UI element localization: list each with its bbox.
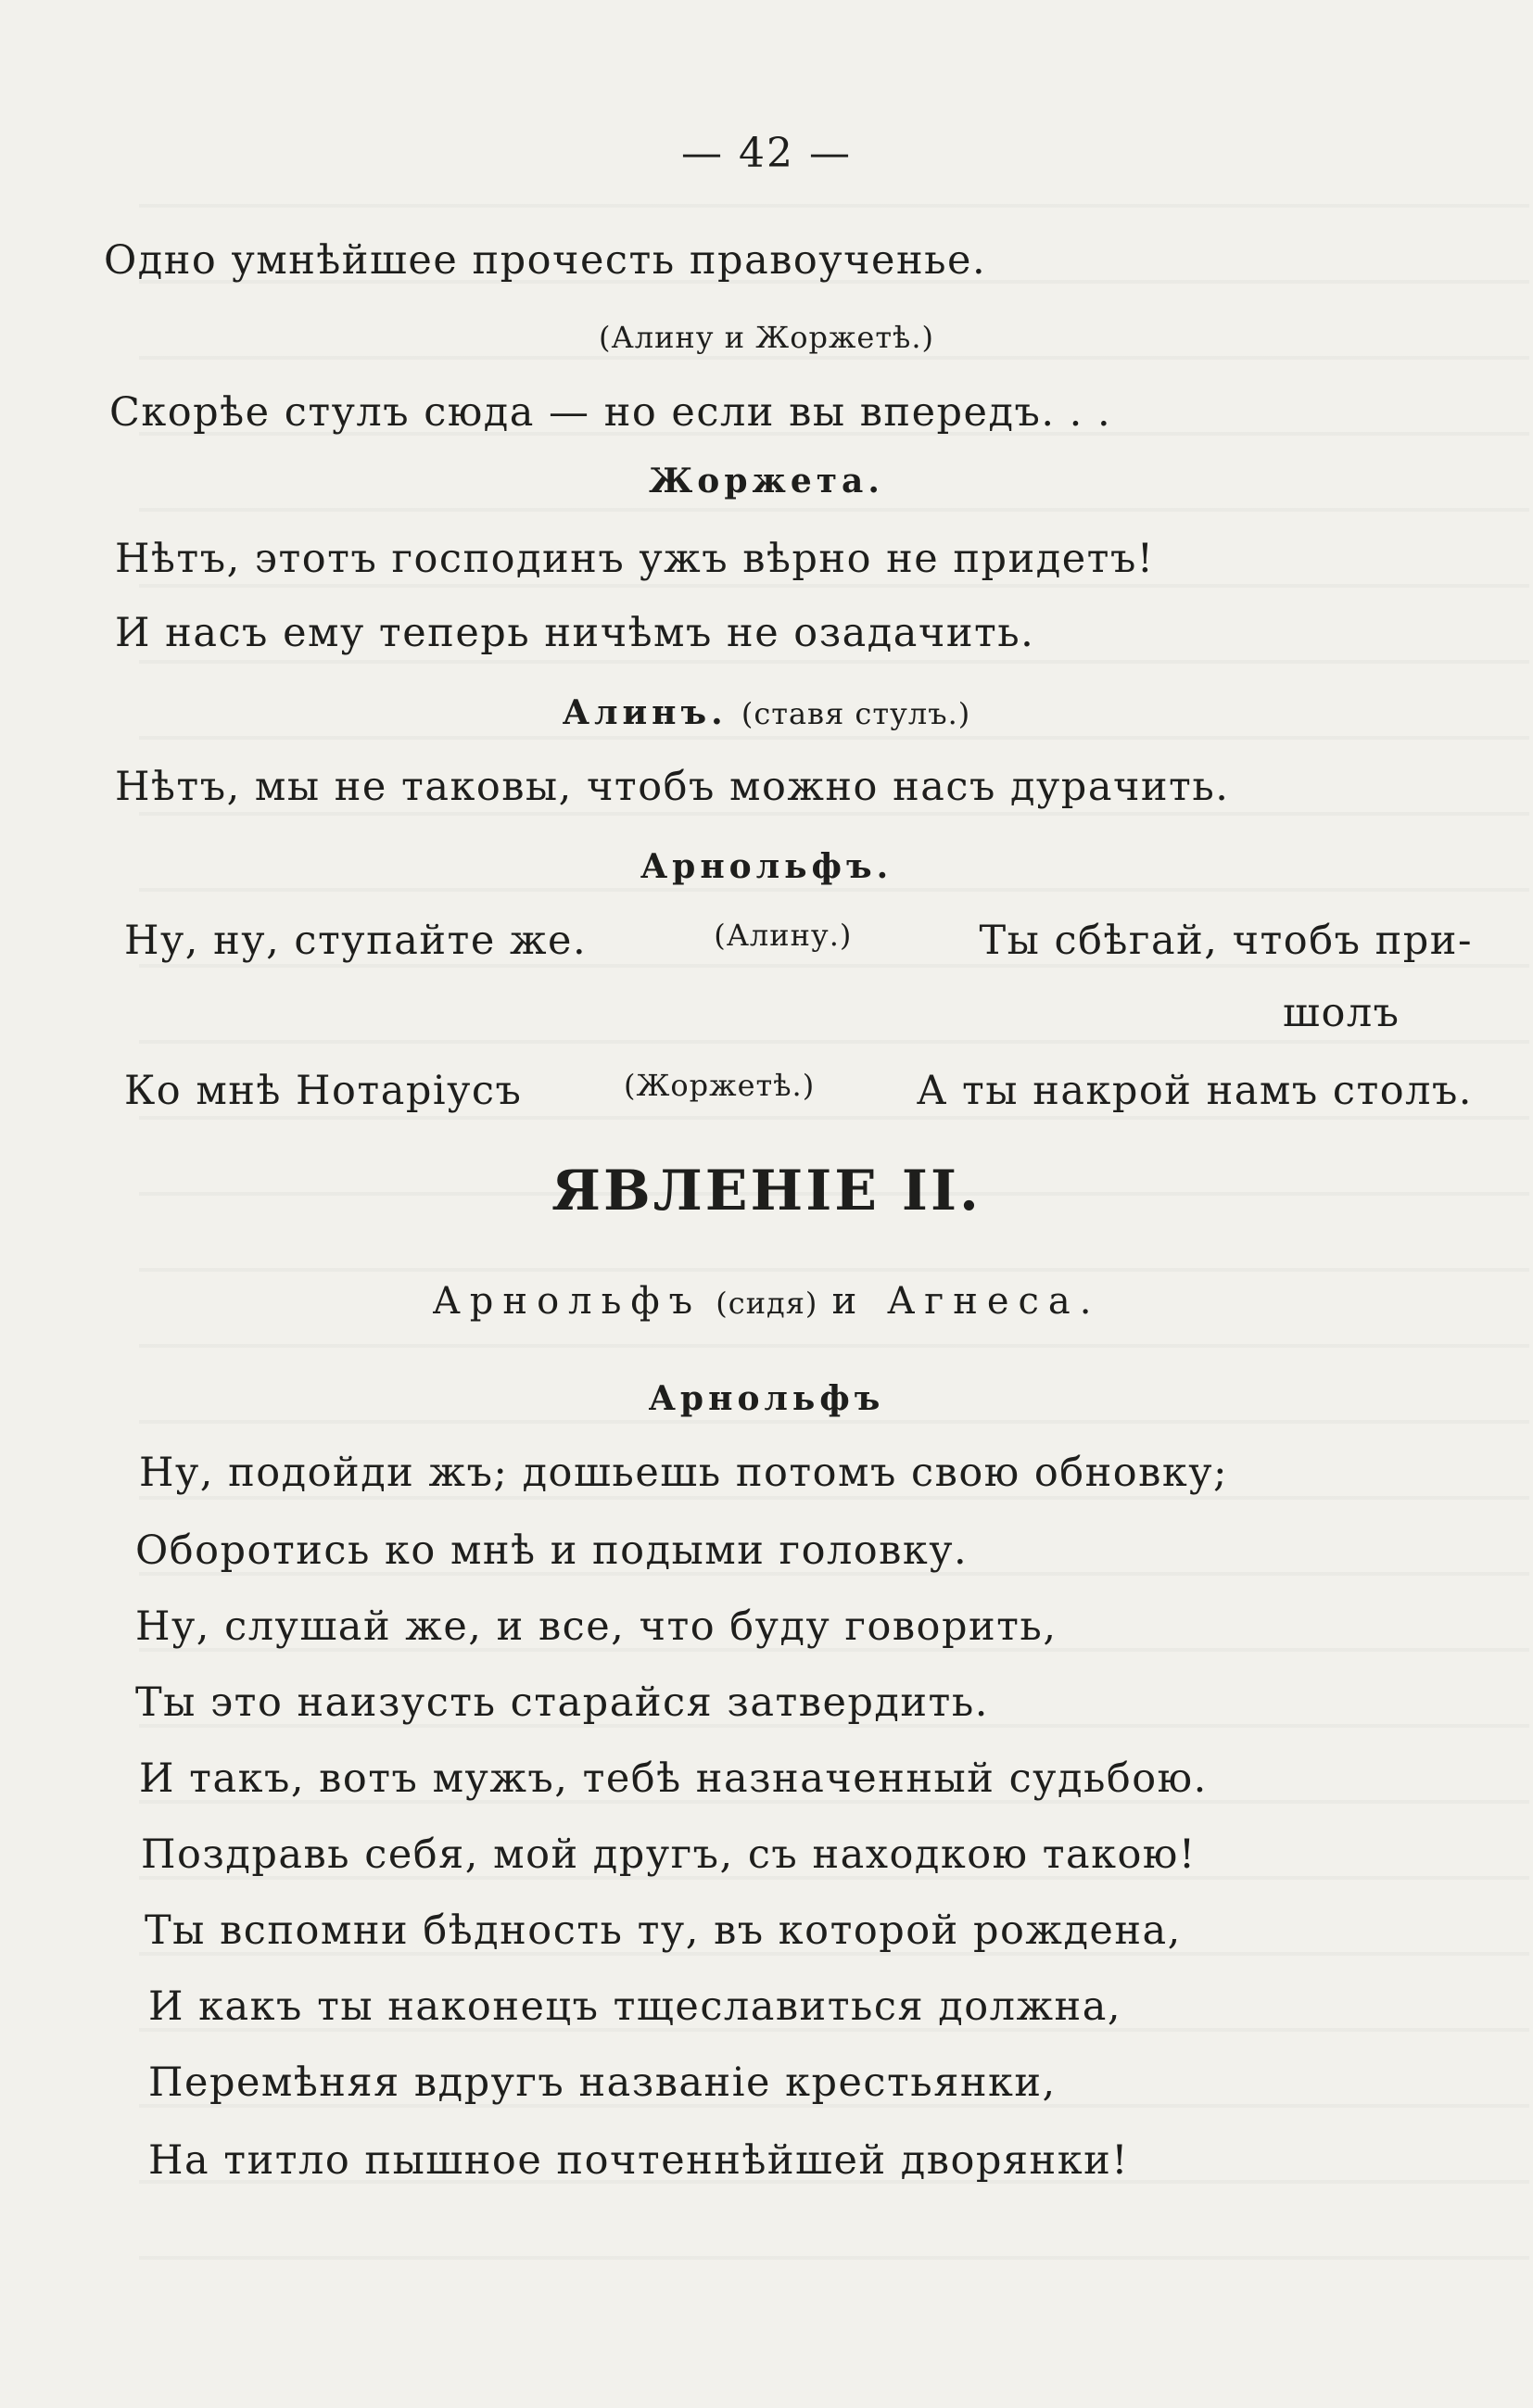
verse-line [124, 1068, 1473, 1114]
stage-direction: (Жоржетѣ.) [623, 1068, 816, 1103]
verse-part: Ну, ну, ступайте же. [124, 918, 588, 964]
verse-part: Ко мнѣ Нотаріусъ [124, 1068, 523, 1114]
cast-name: Арнольфъ [432, 1280, 703, 1323]
stage-direction: (Алину.) [714, 918, 853, 953]
page-number: — 42 — [681, 130, 852, 177]
speaker-name: Жоржета. [649, 462, 884, 501]
speaker-name: Арнольфъ. [640, 847, 893, 886]
verse-line [124, 918, 1473, 964]
stage-direction: (ставя стулъ.) [741, 696, 971, 731]
verse-part: А ты накрой намъ столъ. [916, 1068, 1473, 1114]
verse-line: Скорѣе стулъ сюда — но если вы впередъ. . . [109, 389, 1112, 436]
verse-continuation: шолъ [1283, 990, 1400, 1036]
verse-line: Ты это наизусть старайся затвердить. [135, 1679, 989, 1726]
verse-part: Ты сбѣгай, чтобъ при- [979, 918, 1473, 964]
stage-direction: (Алину и Жоржетѣ.) [599, 320, 934, 355]
verse-line: Ну, подойди жъ; дошьешь потомъ свою обновку; [139, 1450, 1229, 1496]
cast-line [0, 1277, 1533, 1324]
stage-direction: (сидя) [716, 1286, 818, 1321]
verse-line: Нѣтъ, мы не таковы, чтобъ можно насъ дурачить. [115, 764, 1230, 810]
verse-line: На титло пышное почтеннѣйшей дворянки! [148, 2137, 1130, 2184]
verse-line: Одно умнѣйшее прочесть правоученье. [104, 237, 987, 284]
speaker-name: Алинъ. [562, 693, 728, 732]
verse-line: И такъ, вотъ мужъ, тебѣ назначенный судьбою. [139, 1755, 1208, 1802]
verse-line: Перемѣняя вдругъ названіе крестьянки, [148, 2059, 1057, 2106]
speaker-with-direction [0, 688, 1533, 734]
scene-title: ЯВЛЕНІЕ II. [551, 1159, 982, 1223]
cast-name: и Агнеса. [831, 1280, 1101, 1323]
verse-line: И какъ ты наконецъ тщеславиться должна, [148, 1983, 1121, 2030]
verse-line: Поздравь себя, мой другъ, съ находкою такою! [141, 1831, 1197, 1878]
verse-line: Оборотись ко мнѣ и подыми головку. [135, 1527, 969, 1574]
verse-line: Нѣтъ, этотъ господинъ ужъ вѣрно не придетъ! [115, 536, 1155, 582]
verse-line: Ну, слушай же, и все, что буду говорить, [135, 1603, 1058, 1650]
verse-line: И насъ ему теперь ничѣмъ не озадачить. [115, 610, 1035, 656]
speaker-name: Арнольфъ [648, 1379, 885, 1418]
verse-line: Ты вспомни бѣдность ту, въ которой рождена, [145, 1907, 1182, 1954]
